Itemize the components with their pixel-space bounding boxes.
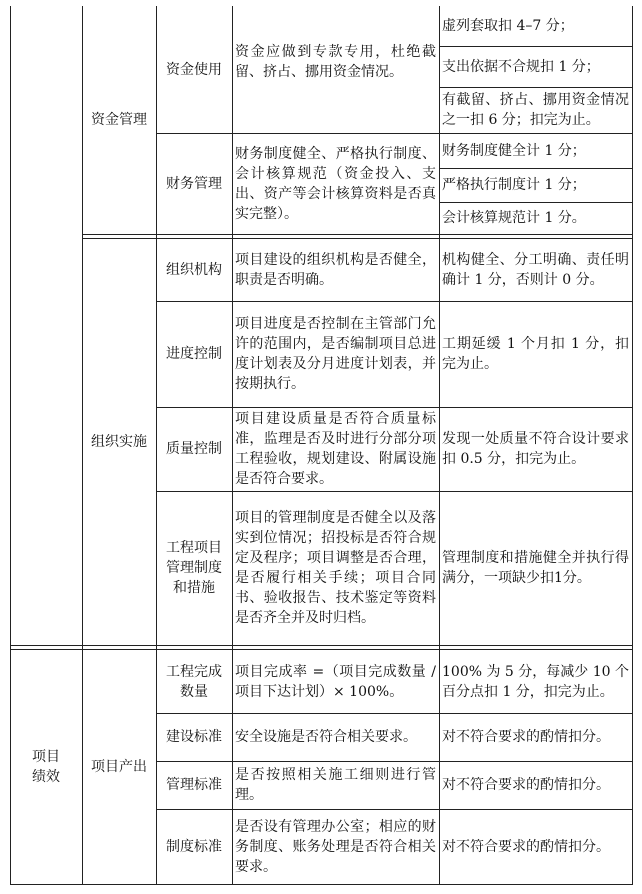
level3-quality: 质量控制 bbox=[166, 441, 222, 457]
level2-label: 组织实施 bbox=[91, 434, 147, 450]
desc-construction-std: 安全设施是否符合相关要求。 bbox=[235, 729, 417, 745]
grid-line bbox=[439, 202, 633, 203]
criteria-progress: 工期延缓 1 个月扣 1 分，扣完为止。 bbox=[442, 336, 629, 372]
grid-line bbox=[10, 6, 11, 884]
section-rule bbox=[10, 649, 633, 650]
level2-label: 资金管理 bbox=[91, 112, 147, 128]
level2-fund-management bbox=[82, 6, 156, 234]
grid-line bbox=[156, 809, 633, 810]
criteria-mgmt-system: 管理制度和措施健全并执行得满分，一项缺少扣1分。 bbox=[442, 550, 629, 586]
criteria-financial-mgmt-2: 严格执行制度计 1 分； bbox=[442, 177, 586, 193]
section-rule bbox=[10, 645, 633, 646]
grid-line bbox=[156, 6, 157, 884]
criteria-construction-std: 对不符合要求的酌情扣分。 bbox=[442, 729, 610, 745]
grid-line bbox=[439, 87, 633, 88]
level3-mgmt-system: 工程项目管理制度和措施 bbox=[166, 540, 222, 596]
level3-management-std: 管理标准 bbox=[166, 777, 222, 793]
grid-line bbox=[82, 6, 83, 884]
level1-label: 项目绩效 bbox=[32, 749, 60, 785]
grid-line bbox=[439, 46, 633, 47]
criteria-fund-use-3: 有截留、挤占、挪用资金情况之一扣 6 分；扣完为止。 bbox=[442, 92, 629, 128]
criteria-system-std: 对不符合要求的酌情扣分。 bbox=[442, 838, 610, 855]
criteria-quality: 发现一处质量不符合设计要求扣 0.5 分，扣完为止。 bbox=[442, 431, 629, 467]
desc-progress: 项目进度是否控制在主管部门允许的范围内，是否编制项目总进度计划表及分月进度计划表，并按期执行。 bbox=[235, 316, 436, 392]
grid-line bbox=[156, 491, 633, 492]
criteria-financial-mgmt-3: 会计核算规范计 1 分。 bbox=[442, 210, 586, 226]
desc-fund-use: 资金应做到专款专用，杜绝截留、挤占、挪用资金情况。 bbox=[235, 44, 436, 80]
criteria-quantity: 100% 为 5 分，每减少 10 个百分点扣 1 分，扣完为止。 bbox=[442, 663, 629, 700]
desc-org-structure: 项目建设的组织机构是否健全，职责是否明确。 bbox=[235, 252, 436, 288]
desc-quality: 项目建设质量是否符合质量标准，监理是否及时进行分部分项工程验收，规划建设、附属设施是否符合要求。 bbox=[235, 411, 436, 487]
grid-line bbox=[156, 407, 633, 408]
grid-line bbox=[156, 301, 633, 302]
grid-line bbox=[156, 133, 633, 134]
grid-line bbox=[632, 6, 633, 884]
level3-progress: 进度控制 bbox=[166, 346, 222, 362]
level1-project-performance bbox=[10, 650, 82, 884]
criteria-fund-use-1: 虚列套取扣 4–7 分； bbox=[442, 18, 574, 34]
grid-line bbox=[10, 884, 633, 885]
desc-mgmt-system: 项目的管理制度是否健全以及落实到位情况；招投标是否符合规定及程序；项目调整是否合理，是否履行相关手续；项目合同书、验收报告、技术鉴定等资料是否齐全并及时归档。 bbox=[235, 510, 436, 626]
desc-system-std: 是否设有管理办公室；相应的财务制度、账务处理是否符合相关要求。 bbox=[235, 818, 436, 875]
section-rule bbox=[82, 234, 633, 235]
grid-line bbox=[156, 761, 633, 762]
level3-construction-std: 建设标准 bbox=[166, 729, 222, 745]
level2-label: 项目产出 bbox=[91, 759, 147, 775]
grid-line bbox=[232, 6, 233, 884]
level3-quantity: 工程完成数量 bbox=[166, 663, 222, 700]
criteria-org-structure: 机构健全、分工明确、责任明确计 1 分，否则计 0 分。 bbox=[442, 252, 629, 288]
section-rule bbox=[82, 238, 633, 239]
grid-line bbox=[156, 713, 633, 714]
criteria-management-std: 对不符合要求的酌情扣分。 bbox=[442, 777, 610, 793]
desc-quantity: 项目完成率 =（项目完成数量 / 项目下达计划）× 100%。 bbox=[235, 663, 436, 700]
level3-financial-mgmt: 财务管理 bbox=[166, 175, 222, 192]
level2-organization bbox=[82, 239, 156, 645]
criteria-fund-use-2: 支出依据不合规扣 1 分； bbox=[442, 58, 600, 75]
desc-management-std: 是否按照相关施工细则进行管理。 bbox=[235, 767, 436, 803]
grid-line bbox=[439, 6, 440, 884]
level3-fund-use: 资金使用 bbox=[166, 61, 222, 78]
level3-org-structure: 组织机构 bbox=[166, 262, 222, 278]
grid-line bbox=[439, 168, 633, 169]
desc-financial-mgmt: 财务制度健全、严格执行制度、会计核算规范（资金投入、支出、资产等会计核算资料是否真实完整）。 bbox=[235, 145, 436, 222]
criteria-financial-mgmt-1: 财务制度健全计 1 分； bbox=[442, 142, 586, 159]
level3-system-std: 制度标准 bbox=[166, 838, 222, 855]
level2-project-output bbox=[82, 650, 156, 884]
